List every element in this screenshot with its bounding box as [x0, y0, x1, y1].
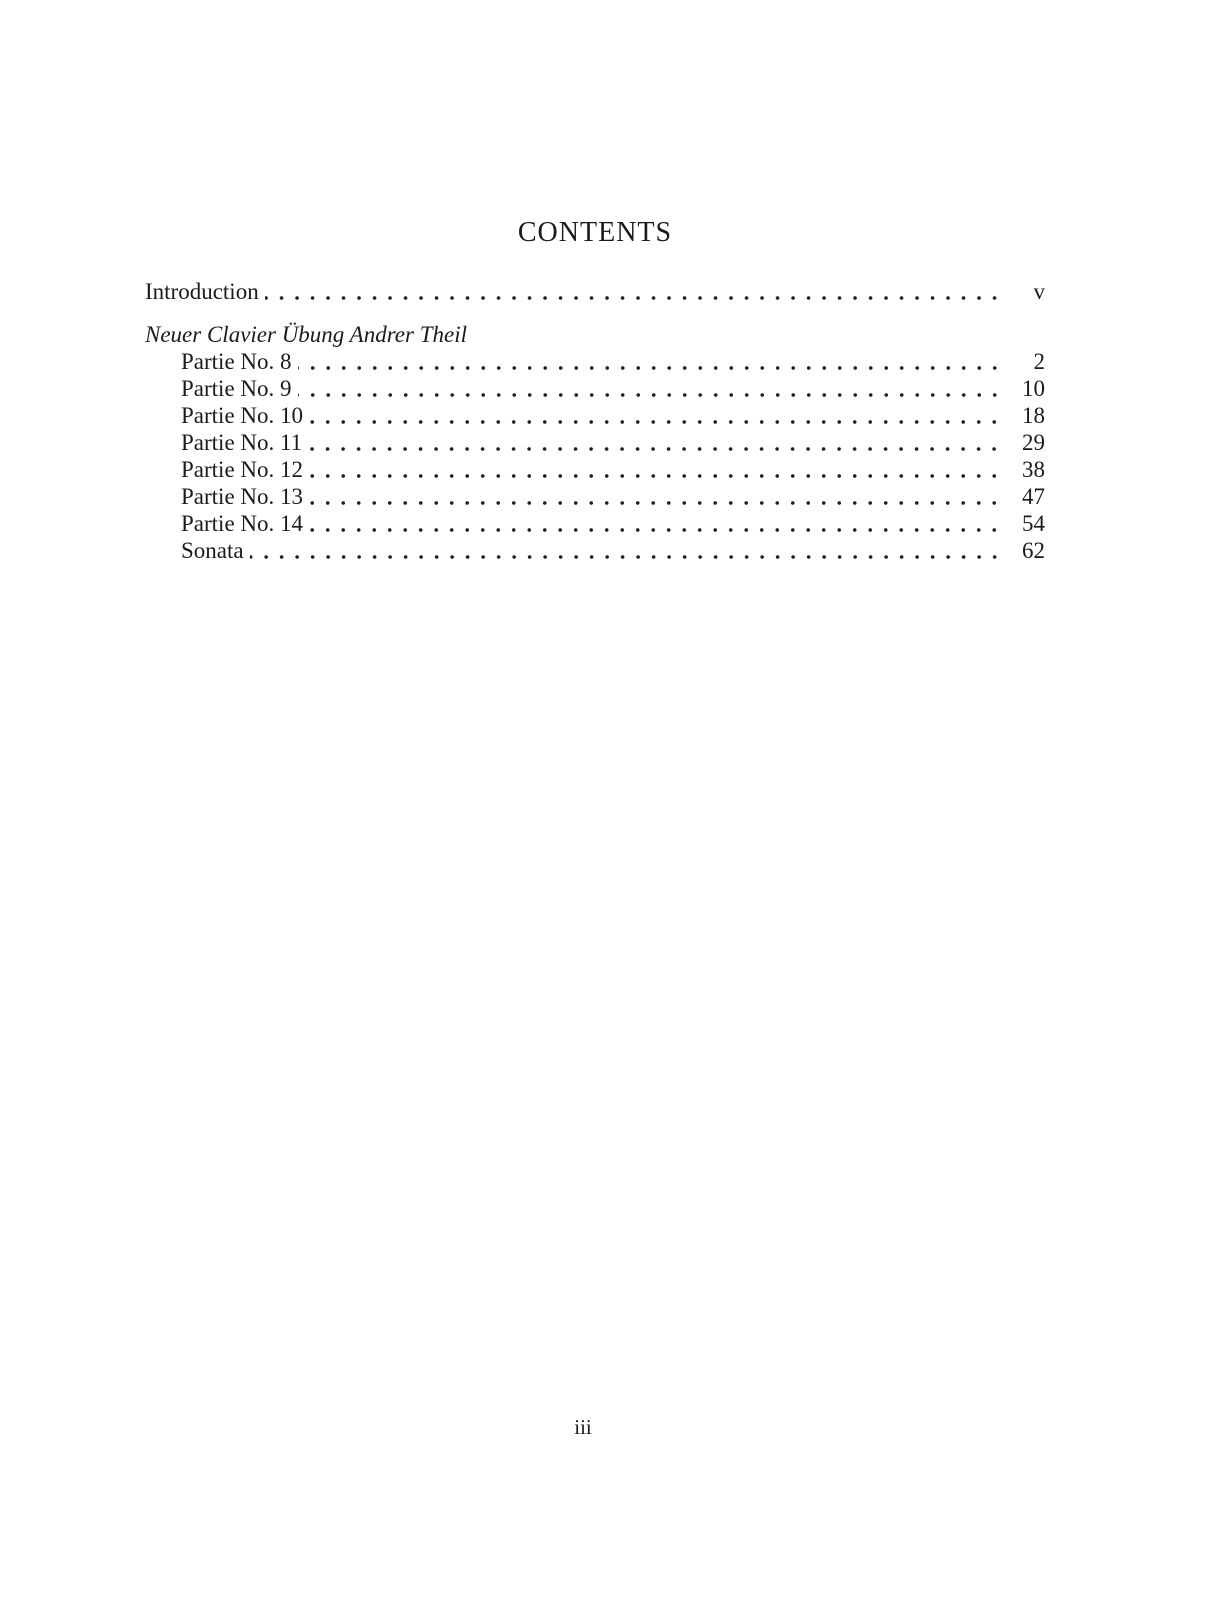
dot-leader — [309, 456, 1006, 483]
toc-entry-page: 38 — [1022, 457, 1045, 482]
page-title: CONTENTS — [517, 217, 673, 248]
page-content — [145, 0, 1045, 564]
dot-leader — [309, 510, 1006, 537]
toc-entry-label: Partie No. 8 — [181, 349, 292, 374]
toc-entry-page: 62 — [1022, 538, 1045, 563]
toc-entry-label: Partie No. 9 — [181, 376, 292, 401]
toc-row — [145, 429, 1045, 456]
dot-leader — [309, 483, 1006, 510]
toc-entry-label: Partie No. 10 — [181, 403, 304, 428]
toc-entry-label: Partie No. 12 — [181, 457, 304, 482]
dot-leader — [309, 402, 1006, 429]
toc-entry-page: 47 — [1022, 484, 1045, 509]
toc-row — [145, 375, 1045, 402]
folio-page-number: iii — [574, 1415, 592, 1439]
toc-section-heading: Neuer Clavier Übung Andrer Theil — [145, 322, 467, 347]
toc-entry-page: 29 — [1022, 430, 1045, 455]
toc-entry-page: 2 — [1033, 349, 1045, 374]
dot-leader — [265, 278, 1006, 305]
toc-entry-label: Partie No. 13 — [181, 484, 304, 509]
toc-entry-page: 54 — [1022, 511, 1045, 536]
toc-entry-label: Partie No. 11 — [181, 430, 303, 455]
toc-entry-label: Partie No. 14 — [181, 511, 304, 536]
toc-entry-label: Introduction — [145, 279, 259, 304]
toc-row — [145, 510, 1045, 537]
toc-entry-page: 18 — [1022, 403, 1045, 428]
toc-row — [145, 402, 1045, 429]
toc-row — [145, 348, 1045, 375]
toc-row — [145, 537, 1045, 564]
dot-leader — [308, 429, 1006, 456]
toc-row-introduction — [145, 278, 1045, 305]
dot-leader — [298, 348, 1006, 375]
toc-entry-label: Sonata — [181, 538, 244, 563]
toc-entry-page: v — [1033, 279, 1045, 304]
toc-row — [145, 456, 1045, 483]
toc-entry-page: 10 — [1022, 376, 1045, 401]
toc-row — [145, 483, 1045, 510]
dot-leader — [250, 537, 1006, 564]
dot-leader — [298, 375, 1006, 402]
toc-entries — [145, 348, 1045, 564]
table-of-contents — [145, 278, 1045, 564]
